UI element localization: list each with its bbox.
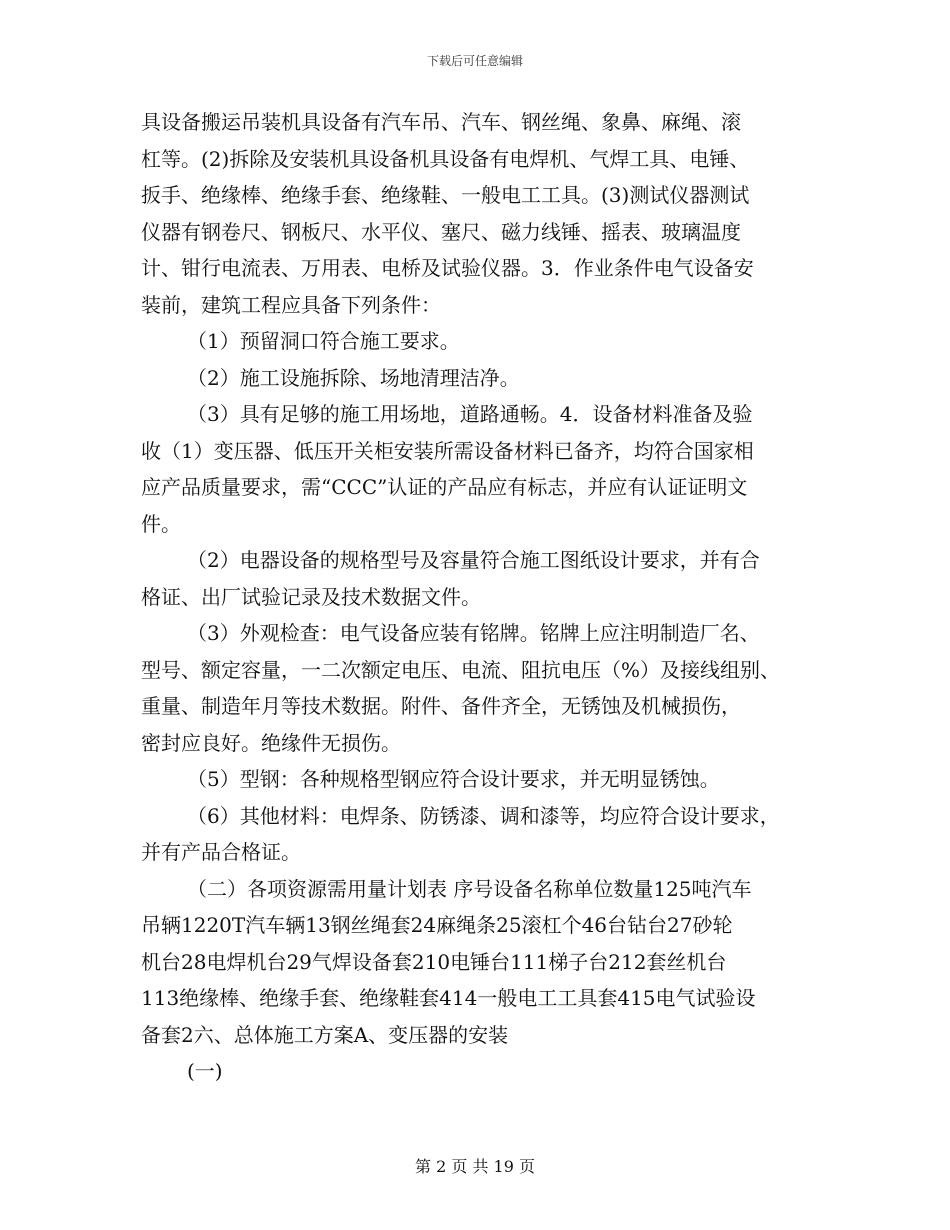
body-line: (一) (187, 1059, 223, 1083)
body-line: （2）施工设施拆除、场地清理洁净。 (187, 365, 520, 390)
body-line: 吊辆1220T汽车辆13钢丝绳套24麻绳条25滚杠个46台钻台27砂轮 (141, 913, 733, 937)
body-line: 杠等。(2)拆除及安装机具设备机具设备有电焊机、气焊工具、电锤、 (141, 146, 750, 171)
body-line: 件。 (141, 511, 181, 536)
document-body (141, 104, 813, 1090)
body-line: 具设备搬运吊装机具设备有汽车吊、汽车、钢丝绳、象鼻、麻绳、滚 (141, 110, 741, 134)
body-line: 113绝缘棒、绝缘手套、绝缘鞋套414一般电工工具套415电气试验设 (141, 986, 756, 1010)
body-line: （3）具有足够的施工用场地，道路通畅。4．设备材料准备及验 (187, 402, 753, 426)
page-header: 下载后可任意编辑 (426, 54, 523, 68)
body-line: （3）外观检查：电气设备应装有铭牌。铭牌上应注明制造厂名、 (187, 621, 760, 645)
body-line: 机台28电焊机台29气焊设备套210电锤台111梯子台212套丝机台 (141, 949, 727, 974)
page-footer: 第 2 页 共 19 页 (415, 1157, 535, 1176)
body-line: 扳手、绝缘棒、绝缘手套、绝缘鞋、一般电工工具。(3)测试仪器测试 (141, 183, 750, 207)
body-line: 型号、额定容量，一二次额定电压、电流、阻抗电压（%）及接线组别、 (141, 657, 781, 682)
body-line: 备套2六、总体施工方案A、变压器的安装 (141, 1022, 509, 1047)
body-line: （1）预留洞口符合施工要求。 (187, 329, 460, 353)
body-line: 格证、出厂试验记录及技术数据文件。 (141, 584, 481, 609)
body-line: （5）型钢：各种规格型钢应符合设计要求，并无明显锈蚀。 (187, 767, 720, 791)
body-line: （二）各项资源需用量计划表 序号设备名称单位数量125吨汽车 (187, 876, 752, 901)
body-line: 密封应良好。绝缘件无损伤。 (141, 730, 401, 755)
body-line: 装前，建筑工程应具备下列条件： (141, 292, 441, 317)
body-line: 应产品质量要求，需“CCC”认证的产品应有标志，并应有认证证明文 (141, 475, 748, 499)
body-line: 仪器有钢卷尺、钢板尺、水平仪、塞尺、磁力线锤、摇表、玻璃温度 (141, 219, 741, 244)
body-line: （2）电器设备的规格型号及容量符合施工图纸设计要求，并有合 (187, 548, 760, 572)
body-line: 重量、制造年月等技术数据。附件、备件齐全，无锈蚀及机械损伤， (141, 694, 741, 718)
body-line: 计、钳行电流表、万用表、电桥及试验仪器。3．作业条件电气设备安 (141, 256, 754, 280)
body-line: 收（1）变压器、低压开关柜安装所需设备材料已备齐，均符合国家相 (141, 438, 754, 463)
body-line: （6）其他材料：电焊条、防锈漆、调和漆等，均应符合设计要求， (187, 803, 780, 828)
body-line: 并有产品合格证。 (141, 840, 301, 864)
